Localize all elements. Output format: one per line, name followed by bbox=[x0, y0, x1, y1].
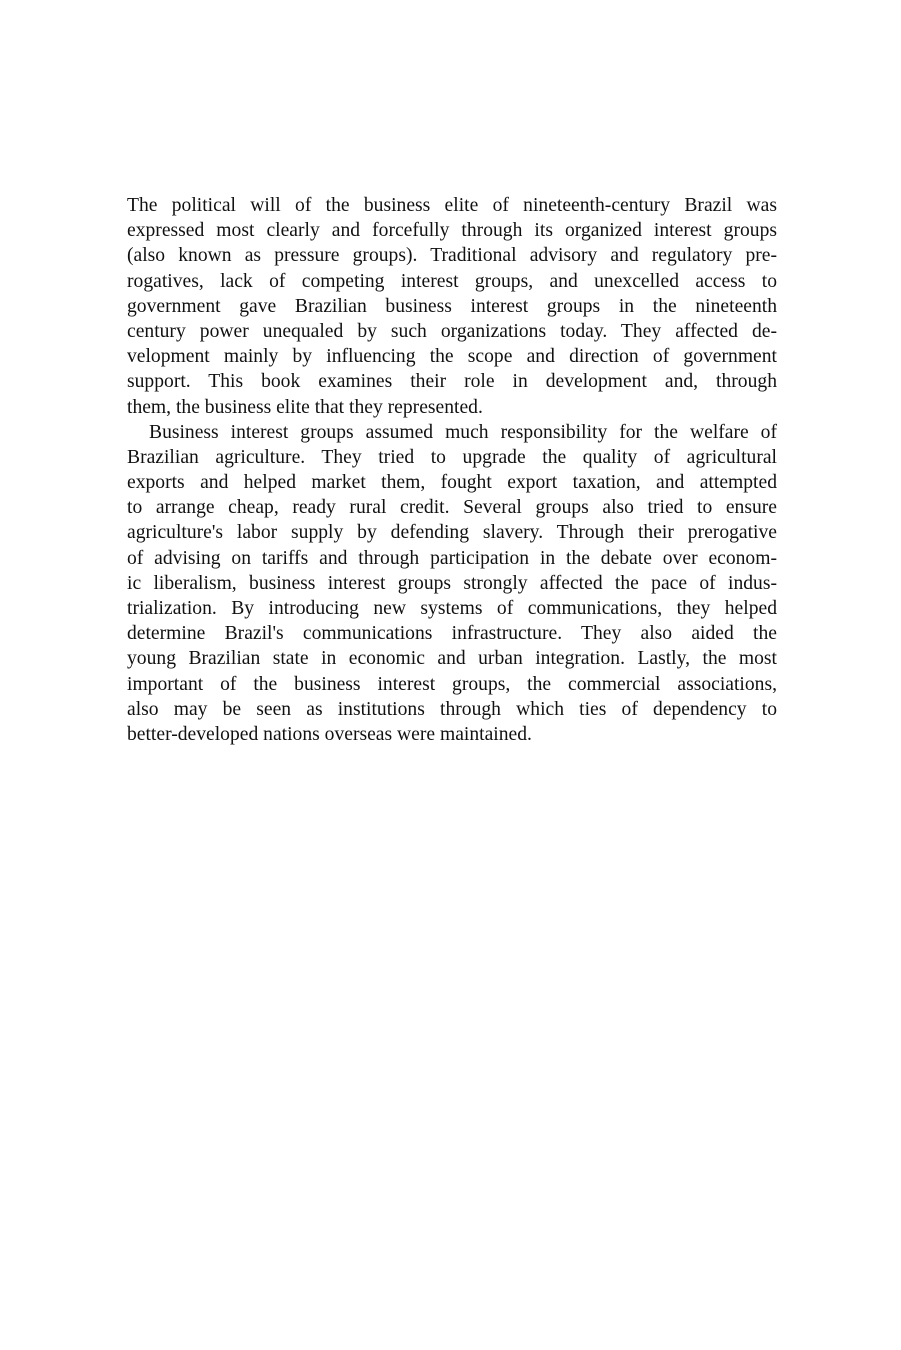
text-line: century power unequaled by such organizations today. They affected de- bbox=[127, 320, 777, 342]
text-line: (also known as pressure groups). Traditional advisory and regulatory pre- bbox=[127, 245, 777, 267]
text-line: to arrange cheap, ready rural credit. Several groups also tried to ensure bbox=[127, 497, 777, 519]
text-line: rogatives, lack of competing interest groups, and unexcelled access to bbox=[127, 270, 777, 292]
text-line: ic liberalism, business interest groups strongly affected the pace of indus- bbox=[127, 572, 777, 594]
text-line: exports and helped market them, fought export taxation, and attempted bbox=[127, 472, 777, 494]
text-line: trialization. By introducing new systems of communications, they helped bbox=[127, 598, 777, 619]
text-line: of advising on tariffs and through participation in the debate over econom- bbox=[127, 547, 777, 569]
text-line: support. This book examines their role in development and, through bbox=[127, 371, 777, 393]
text-line: better-developed nations overseas were maintained. bbox=[127, 723, 532, 745]
text-line: agriculture's labor supply by defending slavery. Through their prerogative bbox=[127, 522, 777, 544]
paragraph-1 bbox=[127, 193, 777, 420]
text-line: Brazilian agriculture. They tried to upgrade the quality of agricultural bbox=[127, 446, 777, 468]
text-line: them, the business elite that they represented. bbox=[127, 396, 483, 418]
text-line: Business interest groups assumed much responsibility for the welfare of bbox=[149, 421, 777, 443]
text-line: important of the business interest groups, the commercial associations, bbox=[127, 673, 777, 695]
text-line: government gave Brazilian business interest groups in the nineteenth bbox=[127, 295, 777, 317]
text-line: expressed most clearly and forcefully through its organized interest groups bbox=[127, 220, 777, 242]
text-line: The political will of the business elite of nineteenth-century Brazil was bbox=[127, 195, 777, 216]
text-line: velopment mainly by influencing the scope and direction of government bbox=[127, 346, 777, 368]
text-line: also may be seen as institutions through which ties of dependency to bbox=[127, 698, 777, 720]
body-text bbox=[127, 193, 777, 747]
text-line: young Brazilian state in economic and urban integration. Lastly, the most bbox=[127, 648, 777, 670]
text-line: determine Brazil's communications infrastructure. They also aided the bbox=[127, 623, 777, 645]
paragraph-2 bbox=[127, 420, 777, 747]
